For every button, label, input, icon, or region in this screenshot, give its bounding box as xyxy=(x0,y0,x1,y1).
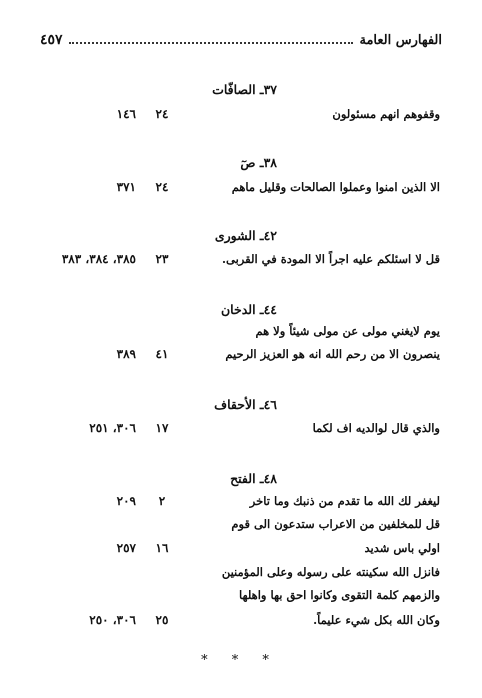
verse-text: ليغفر لك الله ما تقدم من ذنبك وما تاخر xyxy=(249,494,440,508)
page-refs: ٣٠٦، ٢٥٠ xyxy=(89,613,136,627)
section-title: ٤٦ـ الأحقاف xyxy=(214,397,277,412)
index-row xyxy=(0,421,482,441)
verse-text: اولي باس شديد xyxy=(364,541,440,555)
index-row xyxy=(0,494,482,514)
index-row xyxy=(0,252,482,272)
page-refs: ٣٨٩ xyxy=(116,347,136,361)
section-title: ٤٨ـ الفتح xyxy=(230,471,277,486)
index-row xyxy=(0,565,482,585)
verse-text: وقفوهم انهم مسئولون xyxy=(332,107,440,121)
page-number: ٤٥٧ xyxy=(40,32,63,48)
leader-dots xyxy=(69,41,354,44)
verse-text: والذي قال لوالديه اف لكما xyxy=(312,421,440,435)
verse-number: ٢٤ xyxy=(155,107,169,121)
index-row xyxy=(0,588,482,608)
verse-number: ١٦ xyxy=(155,541,169,555)
verse-text: قل لا اسئلكم عليه اجراً الا المودة في القربى. xyxy=(222,252,440,266)
section-title: ٣٧ـ الصافّات xyxy=(212,82,277,97)
page-refs: ٣٠٦، ٢٥١ xyxy=(89,421,136,435)
verse-number: ١٧ xyxy=(155,421,169,435)
index-row xyxy=(0,107,482,127)
page-refs: ٣٨٥، ٣٨٤، ٣٨٣ xyxy=(61,252,136,266)
verse-text: وكان الله بكل شيء عليماً. xyxy=(313,613,440,627)
page-refs: ١٤٦ xyxy=(116,107,136,121)
verse-text: قل للمخلفين من الاعراب ستدعون الى قوم xyxy=(231,517,440,531)
index-row xyxy=(0,613,482,633)
verse-text: فانزل الله سكينته على رسوله وعلى المؤمنين xyxy=(221,565,440,579)
verse-number: ٢٣ xyxy=(155,252,169,266)
verse-number: ٤١ xyxy=(155,347,169,361)
verse-text: والزمهم كلمة التقوى وكانوا احق بها واهلها xyxy=(239,588,440,602)
index-row xyxy=(0,517,482,537)
index-row xyxy=(0,180,482,200)
page-refs: ٢٠٩ xyxy=(116,494,136,508)
section-title: ٤٤ـ الدخان xyxy=(220,302,277,317)
running-title: الفهارس العامة xyxy=(359,33,442,48)
verse-number: ٢٤ xyxy=(155,180,169,194)
section-title: ٤٢ـ الشورى xyxy=(214,228,277,243)
page-refs: ٢٥٧ xyxy=(116,541,136,555)
verse-text: يوم لايغني مولى عن مولى شيئاً ولا هم xyxy=(255,324,440,338)
index-row xyxy=(0,541,482,561)
verse-text: الا الذين امنوا وعملوا الصالحات وقليل ماهم xyxy=(231,180,440,194)
verse-number: ٢ xyxy=(158,494,166,508)
verse-text: ينصرون الا من رحم الله انه هو العزيز الرحيم xyxy=(225,347,440,361)
page-refs: ٣٧١ xyxy=(116,180,136,194)
end-ornament: * * * xyxy=(201,653,279,668)
index-row xyxy=(0,347,482,367)
index-row xyxy=(0,324,482,344)
verse-number: ٢٥ xyxy=(155,613,169,627)
page-header xyxy=(40,26,442,48)
section-title: ٣٨ـ صٓ xyxy=(240,155,277,170)
